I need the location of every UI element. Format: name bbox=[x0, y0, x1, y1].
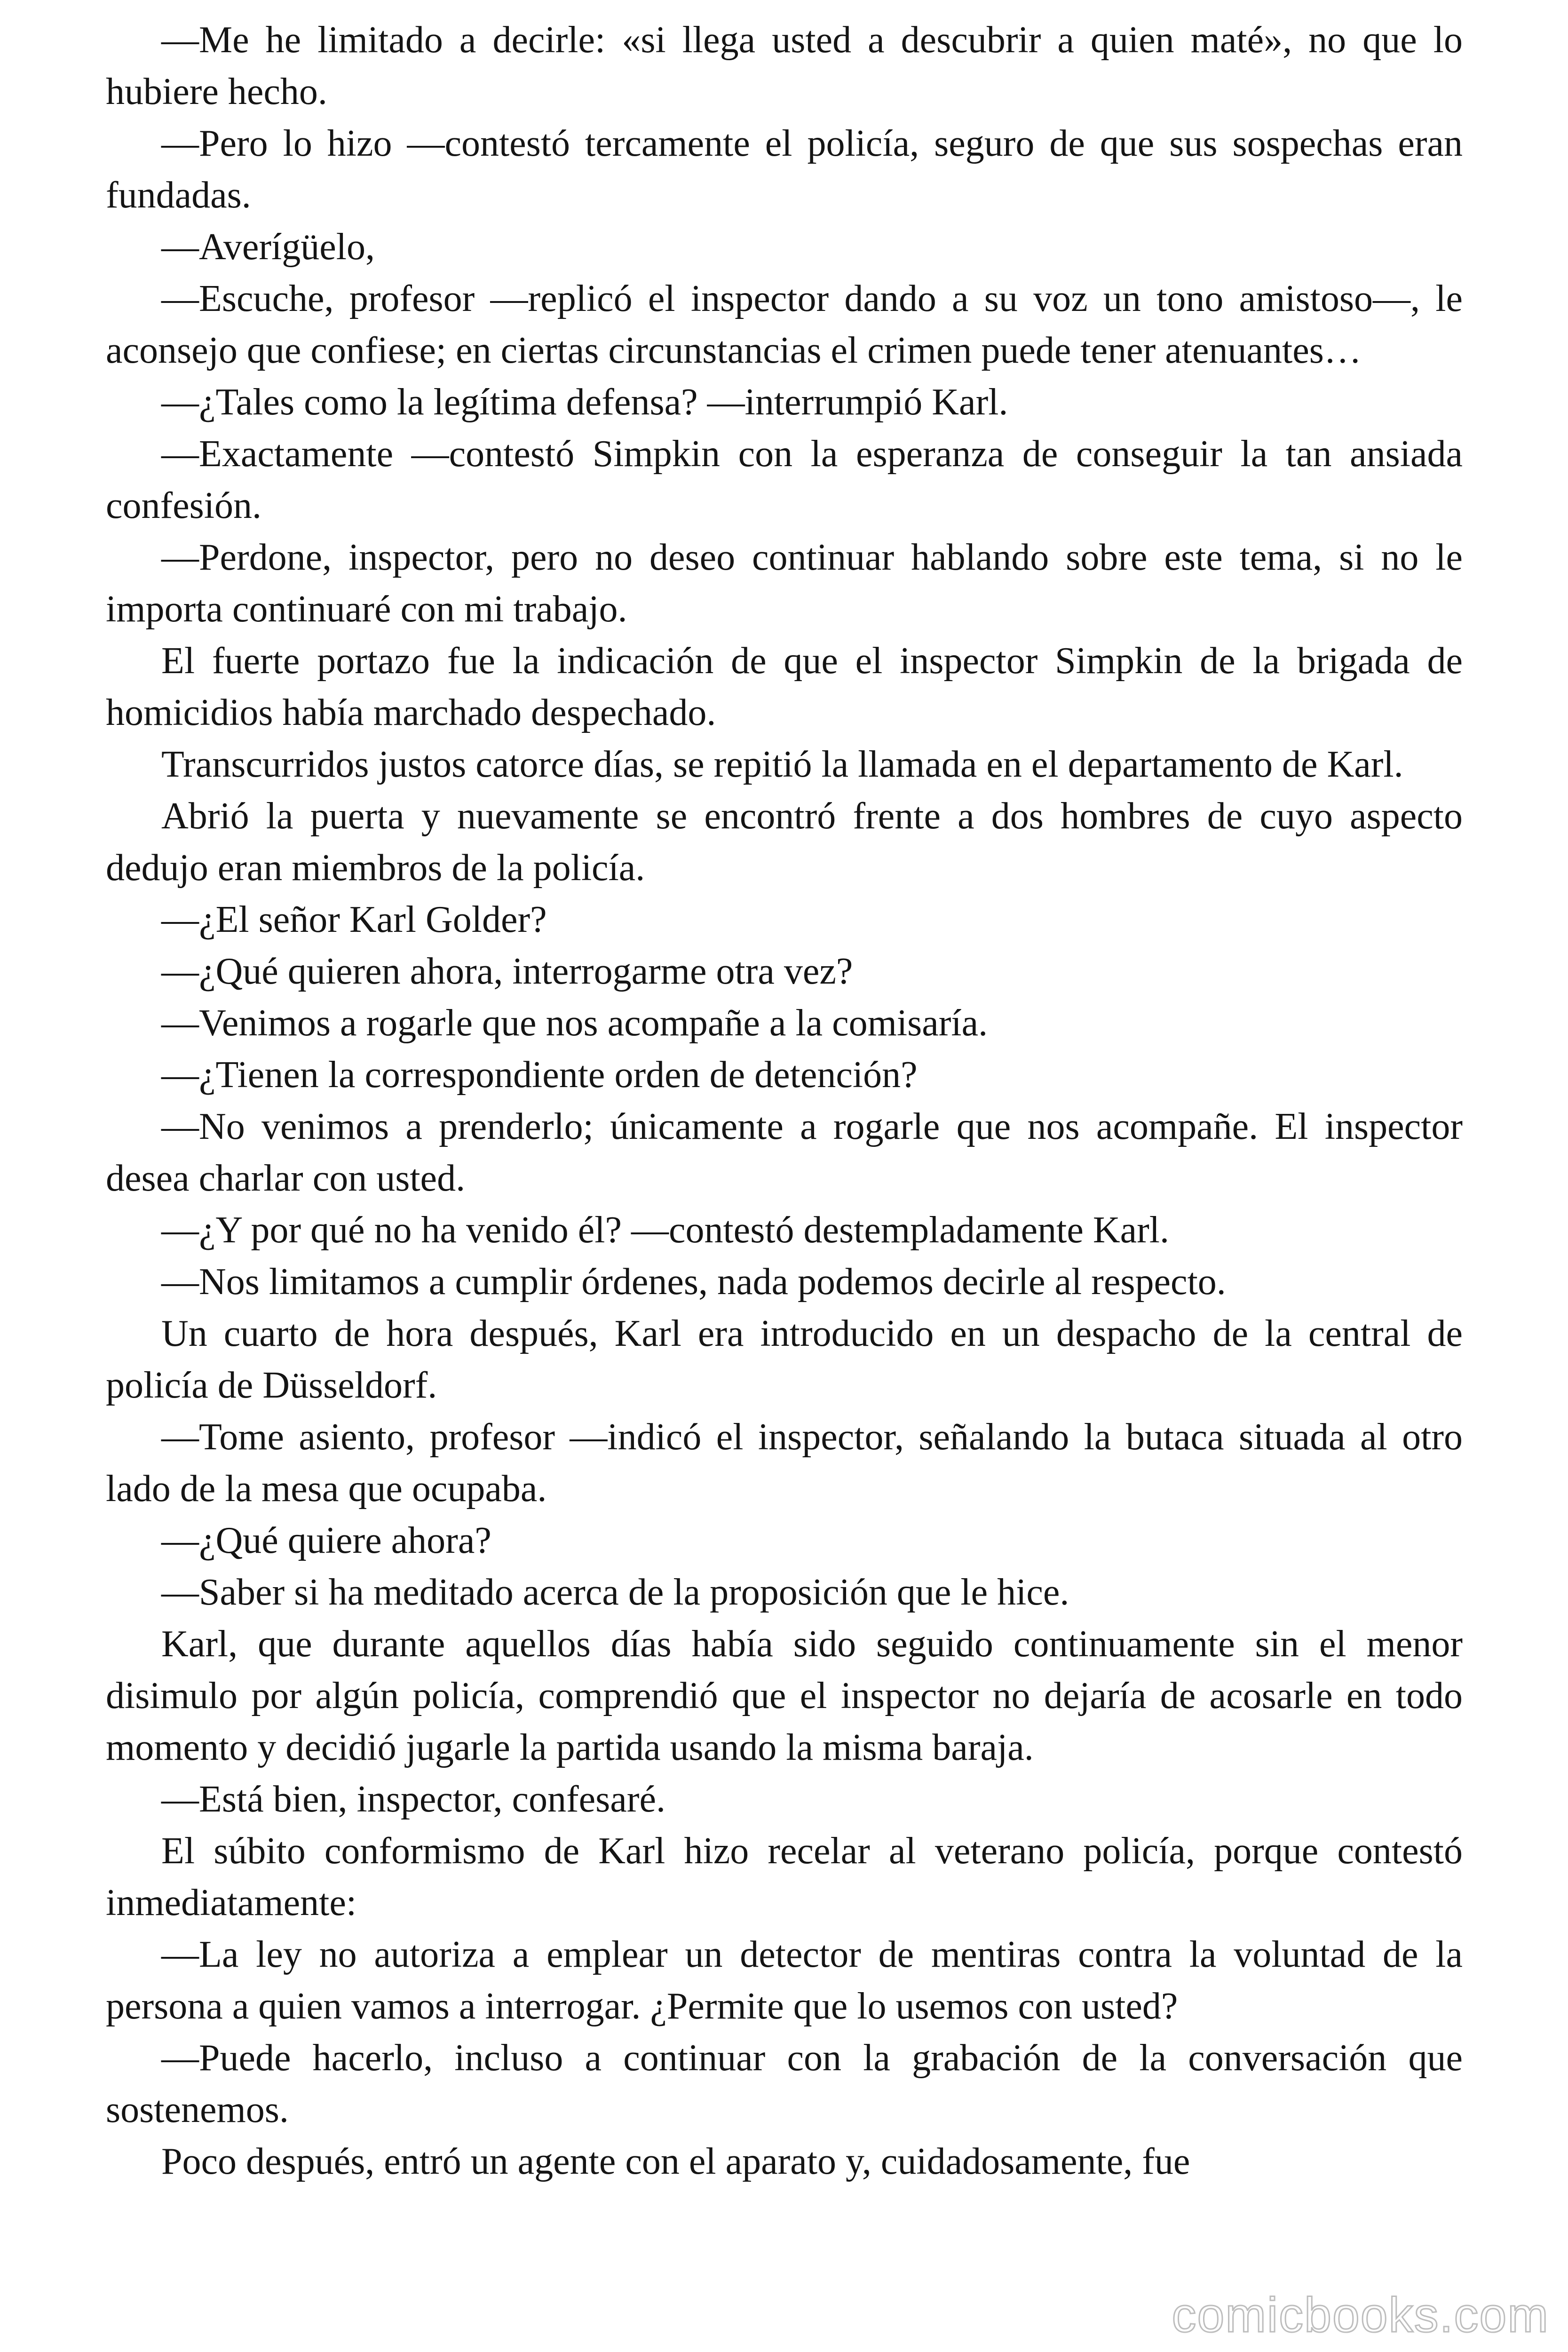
paragraph: —Puede hacerlo, incluso a continuar con la grabación de la conversación que sostenemos. bbox=[106, 2037, 1463, 2130]
paragraph: —No venimos a prenderlo; únicamente a rogarle que nos acompañe. El inspector desea charlar con usted. bbox=[106, 1106, 1463, 1199]
page-text bbox=[106, 14, 1463, 2187]
paragraph: Poco después, entró un agente con el aparato y, cuidadosamente, fue bbox=[161, 2141, 1190, 2182]
paragraph: —Nos limitamos a cumplir órdenes, nada podemos decirle al respecto. bbox=[161, 1261, 1226, 1303]
paragraph: Transcurridos justos catorce días, se repitió la llamada en el departamento de Karl. bbox=[161, 744, 1403, 785]
paragraph: Un cuarto de hora después, Karl era introducido en un despacho de la central de policía de Düsseldorf. bbox=[106, 1313, 1463, 1406]
paragraph: —¿Tales como la legítima defensa? —interrumpió Karl. bbox=[161, 381, 1008, 423]
paragraph: —La ley no autoriza a emplear un detector de mentiras contra la voluntad de la persona a quien vamos a interrogar. ¿Permite que lo usemos con usted? bbox=[106, 1934, 1463, 2027]
paragraph: —¿El señor Karl Golder? bbox=[161, 899, 547, 940]
paragraph: El súbito conformismo de Karl hizo recelar al veterano policía, porque contestó inmediatamente: bbox=[106, 1830, 1463, 1923]
paragraph: —¿Qué quieren ahora, interrogarme otra vez? bbox=[161, 951, 853, 992]
paragraph: El fuerte portazo fue la indicación de que el inspector Simpkin de la brigada de homicidios había marchado despechado. bbox=[106, 640, 1463, 733]
paragraph: —¿Tienen la correspondiente orden de detención? bbox=[161, 1054, 918, 1096]
paragraph: Abrió la puerta y nuevamente se encontró frente a dos hombres de cuyo aspecto dedujo eran miembros de la policía. bbox=[106, 795, 1463, 889]
watermark-logo: comicbooks.com bbox=[1172, 2288, 1549, 2343]
paragraph: Karl, que durante aquellos días había sido seguido continuamente sin el menor disimulo por algún policía, comprendió que el inspector no dejaría de acosarle en todo momento y decidió jugarle la partida usando la misma baraja. bbox=[106, 1623, 1463, 1768]
paragraph: —Escuche, profesor —replicó el inspector dando a su voz un tono amistoso—, le aconsejo que confiese; en ciertas circunstancias el crimen puede tener atenuantes… bbox=[106, 278, 1463, 371]
paragraph: —Me he limitado a decirle: «si llega usted a descubrir a quien maté», no que lo hubiere hecho. bbox=[106, 19, 1463, 112]
paragraph: —Tome asiento, profesor —indicó el inspector, señalando la butaca situada al otro lado de la mesa que ocupaba. bbox=[106, 1416, 1463, 1510]
paragraph: —Saber si ha meditado acerca de la proposición que le hice. bbox=[161, 1572, 1069, 1613]
paragraph: —Venimos a rogarle que nos acompañe a la comisaría. bbox=[161, 1002, 988, 1044]
paragraph: —Perdone, inspector, pero no deseo continuar hablando sobre este tema, si no le importa continuaré con mi trabajo. bbox=[106, 537, 1463, 630]
paragraph: —¿Qué quiere ahora? bbox=[161, 1520, 491, 1561]
paragraph: —Exactamente —contestó Simpkin con la esperanza de conseguir la tan ansiada confesión. bbox=[106, 433, 1463, 526]
paragraph: —Pero lo hizo —contestó tercamente el policía, seguro de que sus sospechas eran fundadas. bbox=[106, 123, 1463, 216]
paragraph: —Averígüelo, bbox=[161, 226, 375, 268]
paragraph: —Está bien, inspector, confesaré. bbox=[161, 1779, 665, 1820]
paragraph: —¿Y por qué no ha venido él? —contestó destempladamente Karl. bbox=[161, 1209, 1170, 1251]
